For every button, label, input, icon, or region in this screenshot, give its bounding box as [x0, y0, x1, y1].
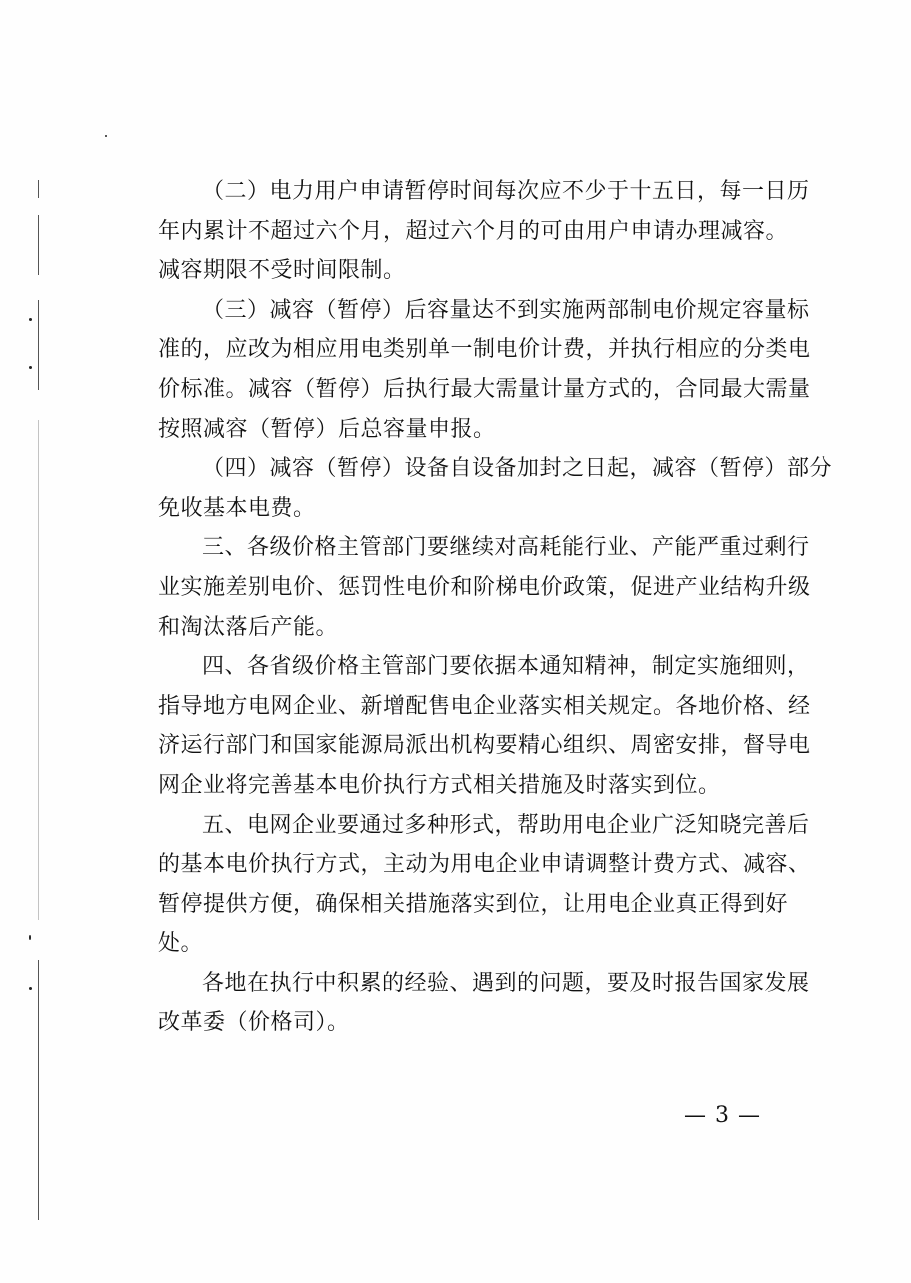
- page-number: — 3 —: [684, 1103, 761, 1128]
- text-line: （三）减容（暂停）后容量达不到实施两部制电价规定容量标: [202, 297, 810, 323]
- text-line: 各地在执行中积累的经验、遇到的问题，要及时报告国家发展: [202, 970, 810, 996]
- text-line: 暂停提供方便，确保相关措施落实到位，让用电企业真正得到好: [158, 891, 789, 917]
- text-line: 按照减容（暂停）后总容量申报。: [158, 416, 496, 442]
- text-line: 减容期限不受时间限制。: [158, 258, 406, 284]
- text-line: 五、电网企业要通过多种形式，帮助用电企业广泛知晓完善后: [202, 812, 810, 838]
- text-line: 价标准。减容（暂停）后执行最大需量计量方式的，合同最大需量: [158, 376, 811, 402]
- scan-dot: [29, 935, 31, 940]
- text-line: 三、各级价格主管部门要继续对高耗能行业、产能严重过剩行: [202, 535, 810, 561]
- scan-dot: [29, 366, 32, 369]
- text-line: 济运行部门和国家能源局派出机构要精心组织、周密安排，督导电: [158, 733, 811, 759]
- text-line: 年内累计不超过六个月，超过六个月的可由用户申请办理减容。: [158, 218, 789, 244]
- text-line: 处。: [158, 931, 204, 957]
- text-line: 免收基本电费。: [158, 495, 316, 521]
- text-line: 四、各省级价格主管部门要依据本通知精神，制定实施细则，: [202, 654, 810, 680]
- scan-edge-mark: [38, 180, 39, 198]
- text-line: 网企业将完善基本电价执行方式相关措施及时落实到位。: [158, 772, 721, 798]
- scan-edge-mark: [38, 420, 39, 920]
- text-line: 指导地方电网企业、新增配售电企业落实相关规定。各地价格、经: [158, 693, 811, 719]
- scan-edge-mark: [38, 215, 39, 275]
- text-line: （二）电力用户申请暂停时间每次应不少于十五日，每一日历: [202, 179, 810, 204]
- scan-dot: [29, 318, 32, 321]
- scan-dot: [29, 987, 32, 990]
- scan-dot: [105, 135, 107, 137]
- text-line: （四）减容（暂停）设备自设备加封之日起，减容（暂停）部分: [202, 456, 833, 482]
- scan-edge-mark: [38, 300, 39, 390]
- scan-edge-mark: [38, 960, 39, 1220]
- text-line: 的基本电价执行方式，主动为用电企业申请调整计费方式、减容、: [158, 852, 811, 878]
- document-body: [158, 172, 833, 1043]
- text-line: 业实施差别电价、惩罚性电价和阶梯电价政策，促进产业结构升级: [158, 574, 811, 600]
- text-line: 和淘汰落后产能。: [158, 614, 339, 640]
- text-line: 改革委（价格司）。: [158, 1010, 350, 1036]
- text-line: 准的，应改为相应用电类别单一制电价计费，并执行相应的分类电: [158, 337, 811, 363]
